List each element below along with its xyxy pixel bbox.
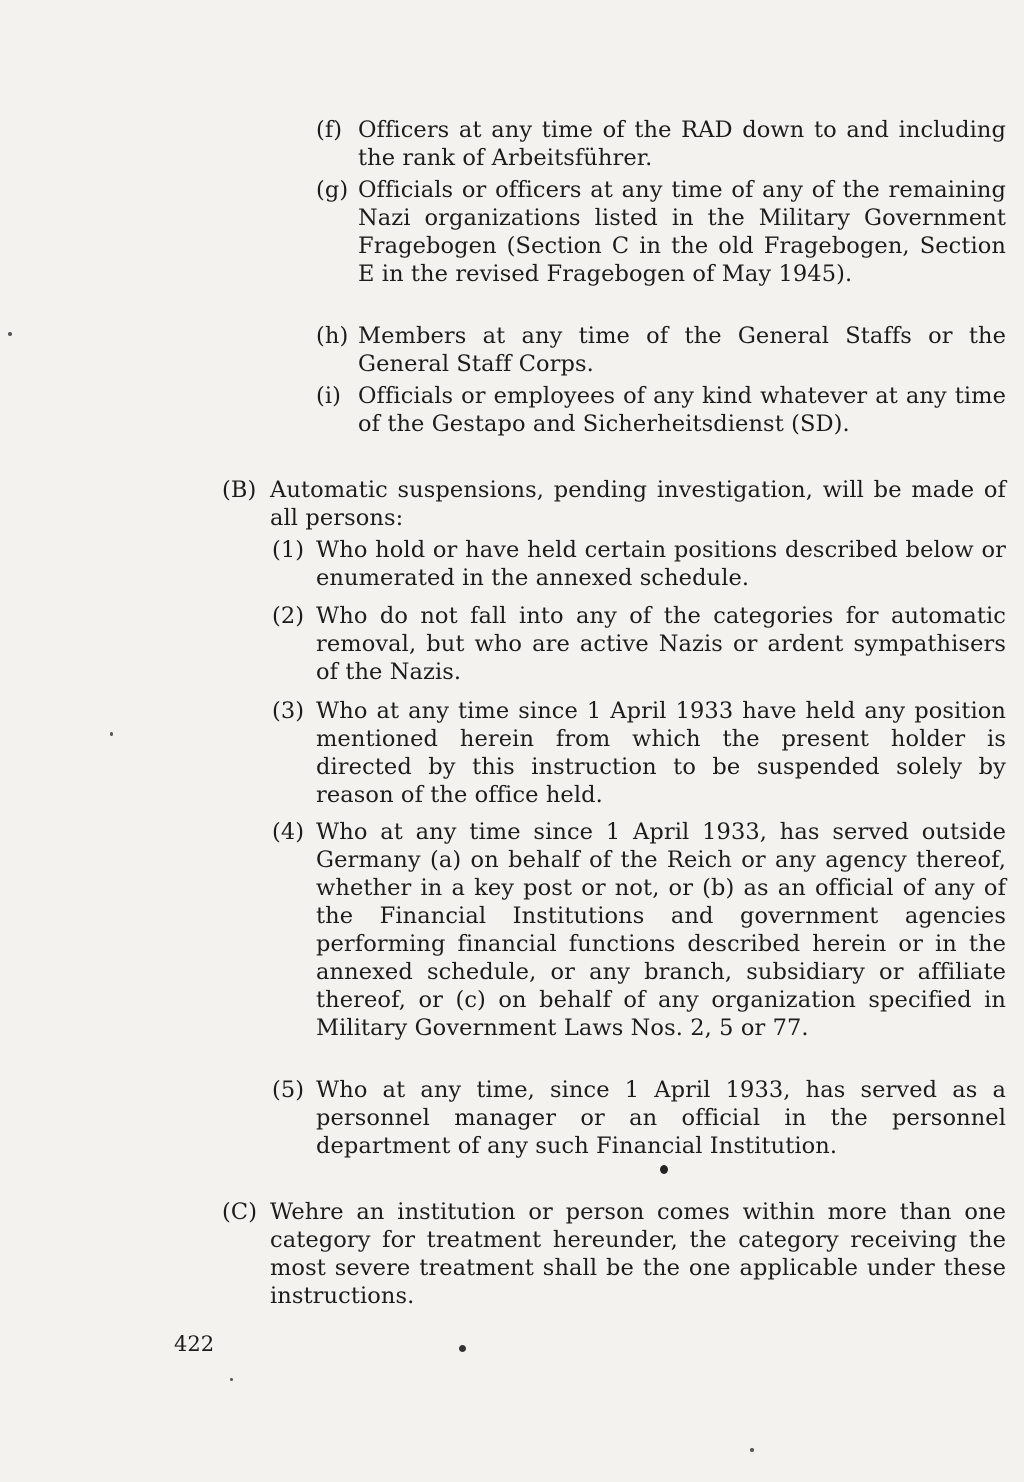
item-text: Who do not fall into any of the categories for automatic removal, but who are active Nazis or ardent sympathisers of the Nazis. <box>316 603 1006 685</box>
item-text: Who at any time, since 1 April 1933, has served as a personnel manager or an official in the personnel department of any such Financial Institution. <box>316 1077 1006 1159</box>
list-item <box>272 602 1006 686</box>
section-b <box>222 476 1006 532</box>
scan-speck <box>459 1345 466 1352</box>
list-item <box>272 536 1006 592</box>
item-text: Who at any time since 1 April 1933, has served outside Germany (a) on behalf of the Reich or any agency thereof, whether in a key post or not, or (b) as an official of any of the Financial Institutions and government agencies performing financial functions described herein or in the annexed schedule, or any branch, subsidiary or affiliate thereof, or (c) on behalf of any organization specified in Military Government Laws Nos. 2, 5 or 77. <box>316 819 1006 1041</box>
list-item <box>272 697 1006 809</box>
item-text: Officers at any time of the RAD down to and including the rank of Arbeitsführer. <box>358 117 1006 171</box>
list-item <box>272 1076 1006 1160</box>
section-label: (B) <box>222 477 257 503</box>
section-c <box>222 1198 1006 1310</box>
item-label: (g) <box>316 177 349 203</box>
item-label: (4) <box>272 819 305 845</box>
item-label: (5) <box>272 1077 305 1103</box>
item-label: (2) <box>272 603 305 629</box>
list-item <box>272 818 1006 1042</box>
section-label: (C) <box>222 1199 258 1225</box>
scan-speck <box>750 1448 754 1452</box>
list-item <box>316 382 1006 438</box>
item-label: (h) <box>316 323 349 349</box>
item-text: Members at any time of the General Staffs or the General Staff Corps. <box>358 323 1006 377</box>
item-text: Officials or employees of any kind whatever at any time of the Gestapo and Sicherheitsdienst (SD). <box>358 383 1006 437</box>
item-text: Officials or officers at any time of any of the remaining Nazi organizations listed in the Military Government Fragebogen (Section C in the old Fragebogen, Section E in the revised Fragebogen of May 1945). <box>358 177 1006 287</box>
list-item <box>316 176 1006 288</box>
item-label: (1) <box>272 537 305 563</box>
scan-speck <box>110 732 113 736</box>
list-item <box>316 116 1006 172</box>
section-text: Wehre an institution or person comes within more than one category for treatment hereunder, the category receiving the most severe treatment shall be the one applicable under these instructions. <box>270 1199 1006 1309</box>
list-item <box>316 322 1006 378</box>
section-text: Automatic suspensions, pending investigation, will be made of all persons: <box>270 477 1006 531</box>
item-label: (i) <box>316 383 342 409</box>
scan-speck <box>230 1378 233 1381</box>
item-label: (f) <box>316 117 343 143</box>
page-number: 422 <box>174 1332 215 1356</box>
item-label: (3) <box>272 698 305 724</box>
scan-speck <box>660 1165 668 1174</box>
item-text: Who hold or have held certain positions described below or enumerated in the annexed schedule. <box>316 537 1006 591</box>
item-text: Who at any time since 1 April 1933 have held any position mentioned herein from which the present holder is directed by this instruction to be suspended solely by reason of the office held. <box>316 698 1006 808</box>
scan-speck <box>8 332 12 336</box>
